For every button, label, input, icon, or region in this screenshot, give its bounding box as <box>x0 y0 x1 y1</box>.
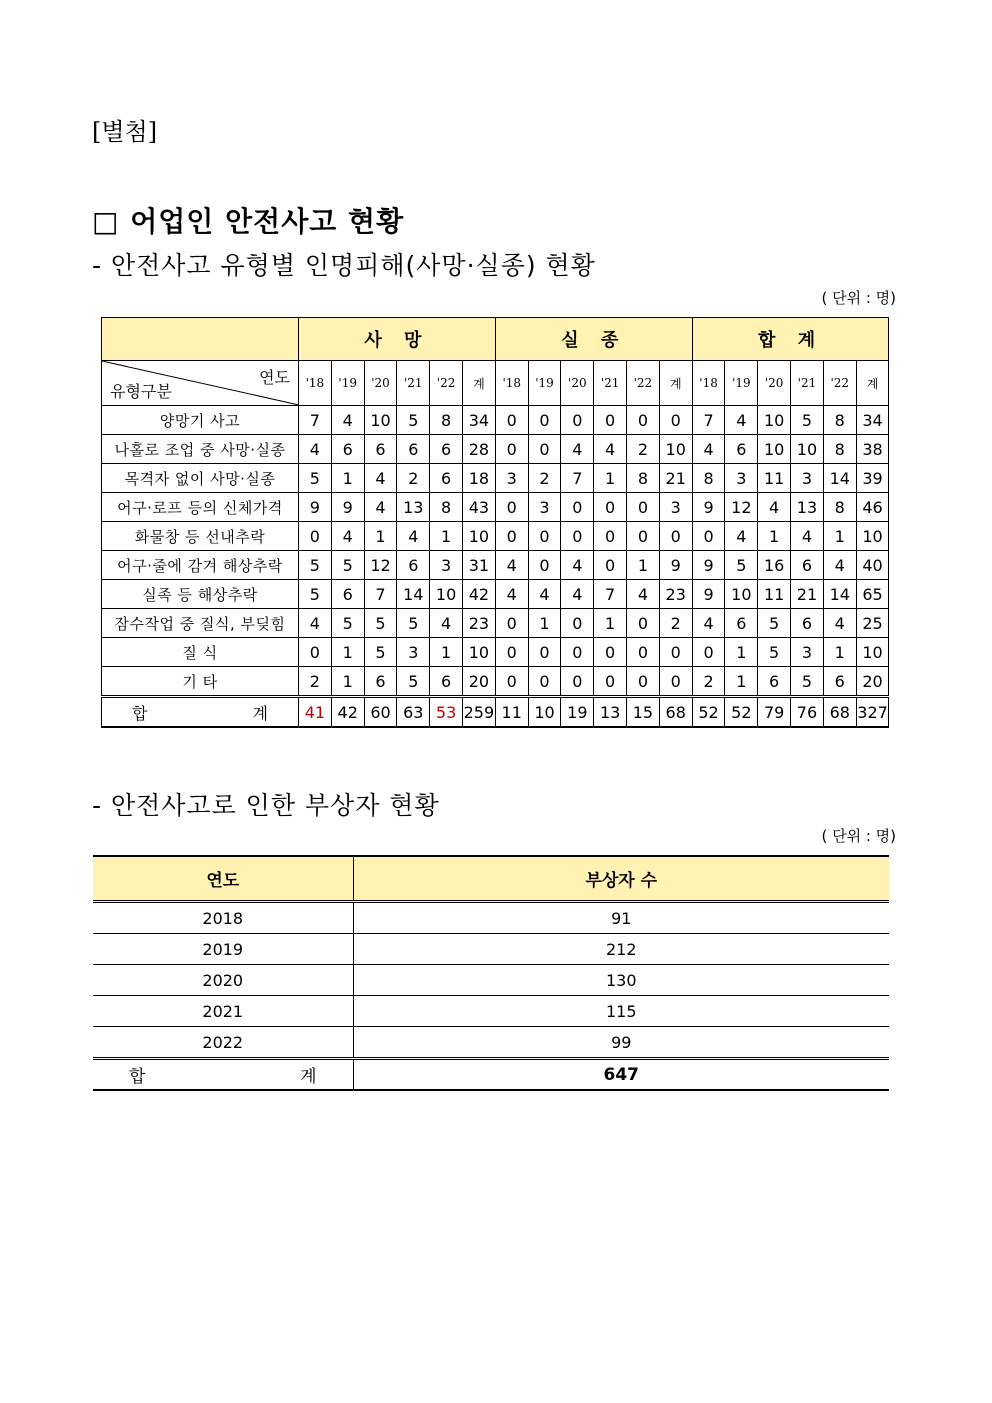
injury-count-cell: 115 <box>353 996 889 1027</box>
value-cell: 1 <box>627 551 660 580</box>
value-cell: 5 <box>364 609 397 638</box>
value-cell: 0 <box>495 522 528 551</box>
value-cell: 6 <box>430 667 463 697</box>
value-cell: 0 <box>299 522 332 551</box>
value-cell: 0 <box>627 522 660 551</box>
value-cell: 6 <box>823 667 856 697</box>
value-cell: 0 <box>594 522 627 551</box>
row-label: 어구·로프 등의 신체가격 <box>102 493 299 522</box>
year-header-label: 연도 <box>259 368 290 387</box>
value-cell: 5 <box>397 609 430 638</box>
casualty-table-row <box>102 609 889 638</box>
value-cell: 34 <box>856 406 889 435</box>
value-cell: 4 <box>758 493 791 522</box>
casualty-table-year-header <box>102 361 889 406</box>
casualty-table <box>101 317 889 728</box>
value-cell: 8 <box>430 406 463 435</box>
value-cell: 34 <box>462 406 495 435</box>
value-cell: 0 <box>627 493 660 522</box>
value-cell: 4 <box>430 609 463 638</box>
row-label: 실족 등 해상추락 <box>102 580 299 609</box>
value-cell: 4 <box>495 580 528 609</box>
value-cell: 0 <box>528 638 561 667</box>
year-header-cell: '20 <box>561 361 594 406</box>
value-cell: 38 <box>856 435 889 464</box>
value-cell: 3 <box>725 464 758 493</box>
value-cell: 40 <box>856 551 889 580</box>
value-cell: 4 <box>364 464 397 493</box>
row-label: 나홀로 조업 중 사망·실종 <box>102 435 299 464</box>
group-header-total: 합 계 <box>692 318 889 361</box>
value-cell: 4 <box>331 406 364 435</box>
year-header-cell: '18 <box>692 361 725 406</box>
casualty-table-row <box>102 406 889 435</box>
value-cell: 9 <box>692 580 725 609</box>
unit-label-1: ( 단위 : 명) <box>821 289 896 307</box>
value-cell: 9 <box>331 493 364 522</box>
value-cell: 6 <box>758 667 791 697</box>
value-cell: 3 <box>430 551 463 580</box>
value-cell: 1 <box>725 638 758 667</box>
value-cell: 7 <box>364 580 397 609</box>
value-cell: 4 <box>627 580 660 609</box>
total-value-cell: 19 <box>561 697 594 728</box>
injury-total-label-a: 합 <box>129 1067 146 1087</box>
value-cell: 6 <box>725 609 758 638</box>
value-cell: 0 <box>528 667 561 697</box>
value-cell: 0 <box>594 406 627 435</box>
value-cell: 1 <box>758 522 791 551</box>
year-header-cell: '22 <box>823 361 856 406</box>
casualty-table-row <box>102 551 889 580</box>
value-cell: 0 <box>692 522 725 551</box>
value-cell: 10 <box>758 435 791 464</box>
year-header-cell: 계 <box>856 361 889 406</box>
value-cell: 5 <box>299 580 332 609</box>
casualty-table-row <box>102 580 889 609</box>
group-header-blank <box>102 318 299 361</box>
value-cell: 1 <box>594 609 627 638</box>
value-cell: 6 <box>364 667 397 697</box>
value-cell: 10 <box>364 406 397 435</box>
total-value-cell: 68 <box>659 697 692 728</box>
casualty-table-row <box>102 493 889 522</box>
value-cell: 1 <box>331 464 364 493</box>
value-cell: 10 <box>659 435 692 464</box>
value-cell: 4 <box>561 551 594 580</box>
section1-title: - 안전사고 유형별 인명피해(사망·실종) 현황 <box>92 251 596 280</box>
year-header-cell: '18 <box>495 361 528 406</box>
value-cell: 3 <box>528 493 561 522</box>
total-value-cell: 41 <box>299 697 332 728</box>
row-label: 화물창 등 선내추락 <box>102 522 299 551</box>
value-cell: 10 <box>856 638 889 667</box>
value-cell: 1 <box>725 667 758 697</box>
value-cell: 3 <box>791 464 824 493</box>
total-value-cell: 42 <box>331 697 364 728</box>
value-cell: 0 <box>594 551 627 580</box>
value-cell: 10 <box>462 522 495 551</box>
value-cell: 11 <box>758 580 791 609</box>
value-cell: 2 <box>299 667 332 697</box>
total-value-cell: 60 <box>364 697 397 728</box>
value-cell: 7 <box>561 464 594 493</box>
total-value-cell: 63 <box>397 697 430 728</box>
value-cell: 13 <box>791 493 824 522</box>
category-header-label: 유형구분 <box>110 382 172 401</box>
injury-table-row <box>93 934 889 965</box>
value-cell: 5 <box>725 551 758 580</box>
group-header-death: 사 망 <box>299 318 496 361</box>
casualty-table-row <box>102 522 889 551</box>
value-cell: 0 <box>528 435 561 464</box>
value-cell: 3 <box>791 638 824 667</box>
value-cell: 4 <box>692 435 725 464</box>
value-cell: 65 <box>856 580 889 609</box>
value-cell: 5 <box>331 551 364 580</box>
value-cell: 2 <box>627 435 660 464</box>
year-header-cell: 계 <box>462 361 495 406</box>
injury-total-label-b: 계 <box>300 1067 317 1087</box>
value-cell: 0 <box>528 551 561 580</box>
total-value-cell: 76 <box>791 697 824 728</box>
value-cell: 7 <box>594 580 627 609</box>
total-value-cell: 259 <box>462 697 495 728</box>
value-cell: 0 <box>561 638 594 667</box>
year-header-cell: '19 <box>725 361 758 406</box>
value-cell: 9 <box>692 493 725 522</box>
value-cell: 0 <box>594 638 627 667</box>
year-header-cell: '21 <box>397 361 430 406</box>
value-cell: 4 <box>725 406 758 435</box>
value-cell: 0 <box>495 493 528 522</box>
value-cell: 4 <box>299 609 332 638</box>
value-cell: 6 <box>430 435 463 464</box>
injury-year-cell: 2022 <box>93 1027 353 1059</box>
row-label: 어구·줄에 감겨 해상추락 <box>102 551 299 580</box>
value-cell: 5 <box>364 638 397 667</box>
value-cell: 4 <box>331 522 364 551</box>
value-cell: 2 <box>528 464 561 493</box>
value-cell: 1 <box>823 638 856 667</box>
value-cell: 9 <box>659 551 692 580</box>
casualty-table-total-row <box>102 697 889 728</box>
value-cell: 1 <box>594 464 627 493</box>
value-cell: 6 <box>397 435 430 464</box>
value-cell: 5 <box>758 638 791 667</box>
value-cell: 28 <box>462 435 495 464</box>
value-cell: 0 <box>299 638 332 667</box>
total-value-cell: 68 <box>823 697 856 728</box>
value-cell: 5 <box>299 551 332 580</box>
value-cell: 9 <box>692 551 725 580</box>
total-value-cell: 79 <box>758 697 791 728</box>
value-cell: 0 <box>659 406 692 435</box>
injury-count-cell: 91 <box>353 902 889 934</box>
injury-count-cell: 99 <box>353 1027 889 1059</box>
total-label-a: 합 <box>132 703 148 723</box>
value-cell: 6 <box>331 580 364 609</box>
row-label: 양망기 사고 <box>102 406 299 435</box>
injury-year-cell: 2019 <box>93 934 353 965</box>
total-value-cell: 52 <box>725 697 758 728</box>
value-cell: 2 <box>397 464 430 493</box>
injury-year-cell: 2020 <box>93 965 353 996</box>
value-cell: 6 <box>725 435 758 464</box>
value-cell: 0 <box>495 667 528 697</box>
value-cell: 14 <box>823 580 856 609</box>
casualty-table-group-header <box>102 318 889 361</box>
injury-total-label <box>93 1059 353 1091</box>
value-cell: 10 <box>791 435 824 464</box>
value-cell: 0 <box>627 406 660 435</box>
value-cell: 0 <box>561 667 594 697</box>
value-cell: 6 <box>791 609 824 638</box>
year-header-cell: '22 <box>430 361 463 406</box>
value-cell: 1 <box>528 609 561 638</box>
year-header-cell: '21 <box>594 361 627 406</box>
value-cell: 10 <box>430 580 463 609</box>
value-cell: 0 <box>528 406 561 435</box>
value-cell: 5 <box>397 667 430 697</box>
total-value-cell: 11 <box>495 697 528 728</box>
value-cell: 0 <box>627 609 660 638</box>
value-cell: 0 <box>561 406 594 435</box>
value-cell: 1 <box>823 522 856 551</box>
injury-count-cell: 130 <box>353 965 889 996</box>
value-cell: 3 <box>495 464 528 493</box>
value-cell: 20 <box>462 667 495 697</box>
value-cell: 4 <box>364 493 397 522</box>
value-cell: 7 <box>692 406 725 435</box>
value-cell: 8 <box>627 464 660 493</box>
row-label: 잠수작업 중 질식, 부딪힘 <box>102 609 299 638</box>
value-cell: 0 <box>627 667 660 697</box>
total-label-b: 계 <box>252 703 268 723</box>
value-cell: 4 <box>692 609 725 638</box>
value-cell: 4 <box>528 580 561 609</box>
injury-count-cell: 212 <box>353 934 889 965</box>
value-cell: 9 <box>299 493 332 522</box>
value-cell: 20 <box>856 667 889 697</box>
value-cell: 2 <box>659 609 692 638</box>
value-cell: 8 <box>823 406 856 435</box>
year-header-cell: '19 <box>528 361 561 406</box>
value-cell: 5 <box>791 667 824 697</box>
injury-table-row <box>93 902 889 934</box>
total-label-cell <box>102 697 299 728</box>
value-cell: 7 <box>299 406 332 435</box>
injury-table-row <box>93 1027 889 1059</box>
value-cell: 25 <box>856 609 889 638</box>
value-cell: 4 <box>823 609 856 638</box>
injury-table-row <box>93 965 889 996</box>
value-cell: 8 <box>823 435 856 464</box>
page-title: □ 어업인 안전사고 현황 <box>92 205 405 238</box>
value-cell: 4 <box>823 551 856 580</box>
value-cell: 6 <box>364 435 397 464</box>
value-cell: 8 <box>823 493 856 522</box>
row-label: 질 식 <box>102 638 299 667</box>
value-cell: 16 <box>758 551 791 580</box>
injury-table <box>93 855 889 1091</box>
value-cell: 5 <box>331 609 364 638</box>
value-cell: 0 <box>561 493 594 522</box>
total-value-cell: 15 <box>627 697 660 728</box>
value-cell: 0 <box>659 522 692 551</box>
value-cell: 39 <box>856 464 889 493</box>
value-cell: 0 <box>594 667 627 697</box>
row-label: 기 타 <box>102 667 299 697</box>
group-header-missing: 실 종 <box>495 318 692 361</box>
value-cell: 4 <box>725 522 758 551</box>
value-cell: 0 <box>594 493 627 522</box>
value-cell: 0 <box>561 609 594 638</box>
value-cell: 4 <box>561 435 594 464</box>
value-cell: 8 <box>692 464 725 493</box>
total-value-cell: 327 <box>856 697 889 728</box>
value-cell: 21 <box>659 464 692 493</box>
year-header-cell: '22 <box>627 361 660 406</box>
value-cell: 4 <box>791 522 824 551</box>
year-header-cell: '21 <box>791 361 824 406</box>
value-cell: 14 <box>397 580 430 609</box>
value-cell: 3 <box>397 638 430 667</box>
value-cell: 0 <box>659 638 692 667</box>
value-cell: 0 <box>692 638 725 667</box>
injury-year-cell: 2021 <box>93 996 353 1027</box>
value-cell: 8 <box>430 493 463 522</box>
value-cell: 10 <box>462 638 495 667</box>
value-cell: 1 <box>331 638 364 667</box>
total-value-cell: 13 <box>594 697 627 728</box>
value-cell: 6 <box>791 551 824 580</box>
value-cell: 31 <box>462 551 495 580</box>
value-cell: 6 <box>397 551 430 580</box>
year-header-cell: 계 <box>659 361 692 406</box>
injury-total-value: 647 <box>353 1059 889 1091</box>
value-cell: 43 <box>462 493 495 522</box>
injury-year-cell: 2018 <box>93 902 353 934</box>
value-cell: 46 <box>856 493 889 522</box>
casualty-table-row <box>102 638 889 667</box>
value-cell: 5 <box>791 406 824 435</box>
value-cell: 10 <box>856 522 889 551</box>
value-cell: 23 <box>462 609 495 638</box>
row-label: 목격자 없이 사망·실종 <box>102 464 299 493</box>
value-cell: 4 <box>561 580 594 609</box>
year-header-cell: '18 <box>299 361 332 406</box>
value-cell: 14 <box>823 464 856 493</box>
year-header-cell: '20 <box>758 361 791 406</box>
casualty-table-row <box>102 464 889 493</box>
value-cell: 4 <box>495 551 528 580</box>
value-cell: 0 <box>495 435 528 464</box>
value-cell: 42 <box>462 580 495 609</box>
value-cell: 21 <box>791 580 824 609</box>
value-cell: 0 <box>627 638 660 667</box>
casualty-table-row <box>102 435 889 464</box>
injury-table-row <box>93 996 889 1027</box>
unit-label-2: ( 단위 : 명) <box>821 827 896 845</box>
diagonal-header-cell <box>102 361 299 406</box>
value-cell: 5 <box>758 609 791 638</box>
value-cell: 0 <box>528 522 561 551</box>
value-cell: 5 <box>397 406 430 435</box>
value-cell: 10 <box>725 580 758 609</box>
value-cell: 1 <box>364 522 397 551</box>
value-cell: 18 <box>462 464 495 493</box>
value-cell: 4 <box>594 435 627 464</box>
value-cell: 4 <box>397 522 430 551</box>
total-value-cell: 10 <box>528 697 561 728</box>
year-header-cell: '19 <box>331 361 364 406</box>
injury-col-year: 연도 <box>93 856 353 902</box>
injury-col-count: 부상자 수 <box>353 856 889 902</box>
value-cell: 11 <box>758 464 791 493</box>
year-header-cell: '20 <box>364 361 397 406</box>
value-cell: 0 <box>495 406 528 435</box>
value-cell: 1 <box>430 522 463 551</box>
value-cell: 23 <box>659 580 692 609</box>
value-cell: 0 <box>495 609 528 638</box>
total-value-cell: 53 <box>430 697 463 728</box>
casualty-table-row <box>102 667 889 697</box>
injury-table-header <box>93 856 889 902</box>
value-cell: 6 <box>430 464 463 493</box>
value-cell: 2 <box>692 667 725 697</box>
attachment-label: [별첨] <box>92 118 158 146</box>
value-cell: 0 <box>495 638 528 667</box>
value-cell: 6 <box>331 435 364 464</box>
injury-table-total-row <box>93 1059 889 1091</box>
section2-title: - 안전사고로 인한 부상자 현황 <box>92 791 440 820</box>
value-cell: 10 <box>758 406 791 435</box>
value-cell: 5 <box>299 464 332 493</box>
value-cell: 13 <box>397 493 430 522</box>
value-cell: 1 <box>430 638 463 667</box>
value-cell: 4 <box>299 435 332 464</box>
value-cell: 12 <box>725 493 758 522</box>
value-cell: 3 <box>659 493 692 522</box>
value-cell: 0 <box>561 522 594 551</box>
value-cell: 1 <box>331 667 364 697</box>
value-cell: 12 <box>364 551 397 580</box>
total-value-cell: 52 <box>692 697 725 728</box>
value-cell: 0 <box>659 667 692 697</box>
